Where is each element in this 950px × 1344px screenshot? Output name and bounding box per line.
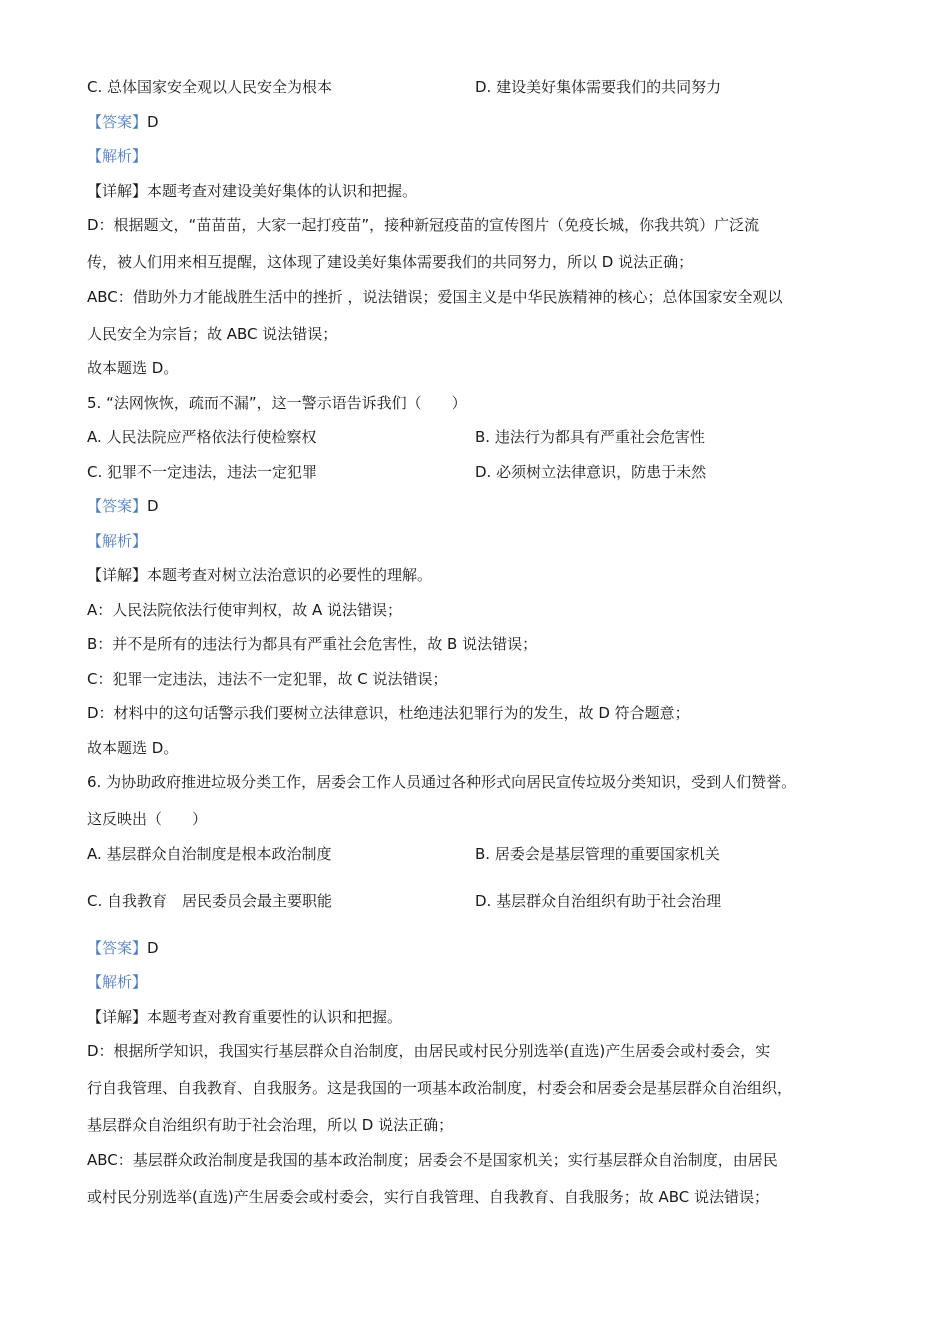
q4-explanation-abc-line1: ABC：借助外力才能战胜生活中的挫折 ，说法错误；爱国主义是中华民族精神的核心；总体国家安全观以 — [87, 287, 783, 306]
q6-explanation-abc-line2: 或村民分别选举(直选)产生居委会或村委会，实行自我管理、自我教育、自我服务；故 ABC 说法错误； — [87, 1187, 770, 1206]
q5-option-c: C. 犯罪不一定违法，违法一定犯罪 — [87, 462, 318, 481]
answer-value: D — [147, 112, 159, 131]
q5-explanation-c: C：犯罪一定违法，违法不一定犯罪，故 C 说法错误； — [87, 669, 448, 688]
answer-tag: 【答案】 — [87, 497, 148, 515]
q4-option-d: D. 建设美好集体需要我们的共同努力 — [475, 78, 722, 96]
q6-explanation-d-line2: 行自我管理、自我教育、自我服务。这是我国的一项基本政治制度，村委会和居委会是基层群众自治组织， — [87, 1079, 793, 1097]
q6-stem-line2: 这反映出（ ） — [87, 810, 208, 828]
q4-options-cd — [87, 76, 877, 98]
q4-explanation-abc-line2: 人民安全为宗旨；故 ABC 说法错误； — [87, 324, 338, 343]
answer-tag: 【答案】 — [87, 112, 148, 131]
q6-options-ab — [87, 843, 877, 865]
q6-analysis-tag: 【解析】 — [87, 973, 148, 991]
q4-detail: 【详解】本题考查对建设美好集体的认识和把握。 — [87, 181, 418, 200]
q4-explanation-d-line1: D：根据题文，“苗苗苗，大家一起打疫苗”，接种新冠疫苗的宣传图片（免疫长城，你我共筑）广泛流 — [87, 216, 760, 234]
q5-options-cd — [87, 461, 877, 483]
q4-analysis-tag: 【解析】 — [87, 147, 148, 165]
q5-answer — [87, 495, 877, 517]
q4-explanation-d-line2: 传，被人们用来相互提醒，这体现了建设美好集体需要我们的共同努力，所以 D 说法正确； — [87, 253, 694, 271]
q6-explanation-d-line3: 基层群众自治组织有助于社会治理，所以 D 说法正确； — [87, 1116, 454, 1134]
q5-option-a: A. 人民法院应严格依法行使检察权 — [87, 428, 317, 446]
document-page — [87, 76, 877, 1208]
q5-analysis-tag: 【解析】 — [87, 531, 148, 550]
q6-option-a: A. 基层群众自治制度是根本政治制度 — [87, 844, 332, 863]
answer-value: D — [147, 938, 159, 957]
q4-option-c: C. 总体国家安全观以人民安全为根本 — [87, 78, 333, 96]
q6-options-cd — [87, 890, 877, 912]
answer-value: D — [147, 497, 159, 515]
q5-option-b: B. 违法行为都具有严重社会危害性 — [475, 428, 705, 446]
q5-option-d: D. 必须树立法律意识，防患于未然 — [475, 462, 707, 481]
q6-detail: 【详解】本题考查对教育重要性的认识和把握。 — [87, 1007, 403, 1026]
q5-explanation-a: A：人民法院依法行使审判权，故 A 说法错误； — [87, 600, 403, 619]
q6-explanation-d-line1: D：根据所学知识，我国实行基层群众自治制度，由居民或村民分别选举(直选)产生居委会或村委会，实 — [87, 1042, 771, 1060]
q5-explanation-b: B：并不是所有的违法行为都具有严重社会危害性，故 B 说法错误； — [87, 635, 538, 653]
answer-tag: 【答案】 — [87, 938, 148, 957]
q5-stem: 5. “法网恢恢，疏而不漏”，这一警示语告诉我们（ ） — [87, 393, 467, 412]
q5-conclusion: 故本题选 D。 — [87, 738, 179, 757]
q6-option-b: B. 居委会是基层管理的重要国家机关 — [475, 844, 720, 863]
q4-conclusion: 故本题选 D。 — [87, 359, 179, 377]
q5-detail: 【详解】本题考查对树立法治意识的必要性的理解。 — [87, 566, 433, 584]
q5-explanation-d: D：材料中的这句话警示我们要树立法律意识，杜绝违法犯罪行为的发生，故 D 符合题意； — [87, 704, 690, 722]
q6-answer — [87, 937, 877, 959]
q6-explanation-abc-line1: ABC：基层群众政治制度是我国的基本政治制度；居委会不是国家机关；实行基层群众自治制度，由居民 — [87, 1150, 778, 1169]
q5-options-ab — [87, 426, 877, 448]
q6-stem-line1: 6. 为协助政府推进垃圾分类工作，居委会工作人员通过各种形式向居民宣传垃圾分类知识，受到人们赞誉。 — [87, 773, 797, 791]
q6-option-d: D. 基层群众自治组织有助于社会治理 — [475, 891, 722, 910]
q4-answer — [87, 111, 877, 133]
q6-option-c: C. 自我教育 居民委员会最主要职能 — [87, 891, 333, 910]
